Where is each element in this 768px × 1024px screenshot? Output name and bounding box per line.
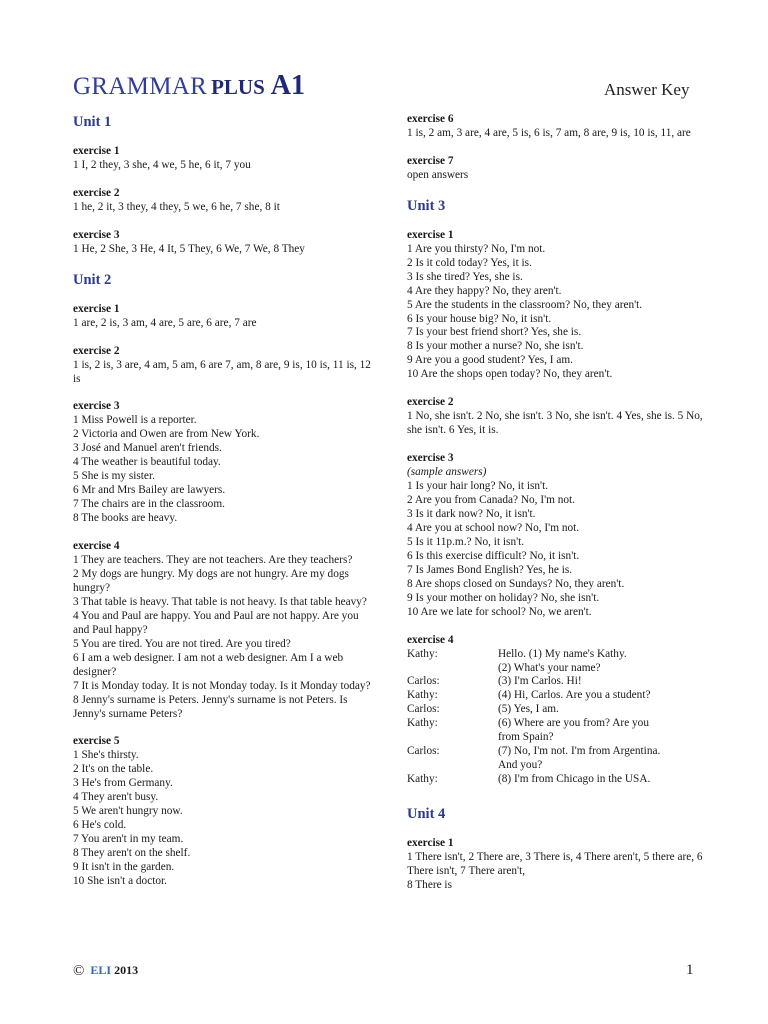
exercise-title: exercise 1 [73, 302, 120, 315]
exercise-title: exercise 2 [407, 396, 454, 409]
exercise-title: exercise 2 [73, 186, 120, 199]
answer-line: 10 Are we late for school? No, we aren't. [407, 605, 592, 618]
answer-line: 9 Are you a good student? Yes, I am. [407, 354, 573, 367]
answer-line: 4 You and Paul are happy. You and Paul are not happy. Are you and Paul happy? [73, 609, 359, 636]
dialogue-row [407, 717, 660, 745]
dialogue-text: (3) I'm Carlos. Hi! [498, 675, 582, 688]
title-plus: PLUS [211, 75, 265, 99]
answer-line: 6 Mr and Mrs Bailey are lawyers. [73, 484, 226, 497]
exercise-lines [407, 851, 707, 893]
answer-line: 2 It's on the table. [73, 763, 154, 776]
speaker-line [498, 675, 660, 689]
answer-line: 8 Jenny's surname is Peters. Jenny's surname is not Peters. Is Jenny's surname Peters? [73, 693, 348, 720]
answer-line: 5 Is it 11p.m.? No, it isn't. [407, 535, 525, 548]
speaker-name: Kathy: [407, 647, 438, 660]
answer-line: 1 He, 2 She, 3 He, 4 It, 5 They, 6 We, 7 We, 8 They [73, 242, 305, 255]
dialogue-row [407, 703, 660, 717]
exercise-block [73, 400, 373, 526]
speaker-line [498, 773, 660, 787]
answer-key-label: Answer Key [604, 80, 690, 99]
dialogue-row [407, 773, 660, 787]
exercise-title: exercise 7 [407, 154, 454, 167]
answer-line: 3 José and Manuel aren't friends. [73, 442, 222, 455]
answer-line: 3 That table is heavy. That table is not heavy. Is that table heavy? [73, 595, 367, 608]
dialogue-table [407, 648, 660, 788]
answer-line: 10 She isn't a doctor. [73, 874, 167, 887]
answer-line: 8 Is your mother a nurse? No, she isn't. [407, 340, 584, 353]
speaker-line [498, 745, 660, 773]
answer-line: 1 he, 2 it, 3 they, 4 they, 5 we, 6 he, 7 she, 8 it [73, 200, 280, 213]
unit-4-exercise-1 [407, 837, 707, 893]
answer-line: 7 Is your best friend short? Yes, she is. [407, 326, 582, 339]
exercise-title: exercise 3 [407, 452, 454, 465]
unit-3-exercise-1 [407, 229, 707, 382]
answer-line: 2 Are you from Canada? No, I'm not. [407, 494, 575, 507]
answer-line: 4 Are you at school now? No, I'm not. [407, 521, 580, 534]
copyright-symbol: © [73, 963, 85, 979]
exercise-title: exercise 3 [73, 400, 120, 413]
answer-line: 1 is, 2 is, 3 are, 4 am, 5 am, 6 are 7, am, 8 are, 9 is, 10 is, 11 is, 12 is [73, 358, 371, 385]
answer-line: 5 She is my sister. [73, 470, 155, 483]
answer-line: 6 I am a web designer. I am not a web designer. Am I a web designer? [73, 651, 344, 678]
exercise-title: exercise 4 [73, 540, 120, 553]
answer-line: 8 There is [407, 878, 452, 891]
exercise-block [407, 113, 707, 141]
unit-1-heading: Unit 1 [73, 114, 112, 130]
answer-line: open answers [407, 168, 469, 181]
page-number: 1 [686, 962, 694, 978]
exercise-block [73, 303, 373, 331]
answer-line: 4 They aren't busy. [73, 791, 159, 804]
speaker-line [498, 689, 660, 703]
answer-line: 6 He's cold. [73, 819, 127, 832]
exercise-title: exercise 5 [73, 735, 120, 748]
answer-line: 1 Miss Powell is a reporter. [73, 414, 197, 427]
exercise-block [73, 229, 373, 257]
unit-2-continued [407, 113, 707, 183]
footer-copyright [73, 962, 138, 979]
answer-line: 2 Is it cold today? Yes, it is. [407, 256, 532, 269]
dialogue-text: (5) Yes, I am. [498, 703, 559, 716]
exercise-title: exercise 2 [73, 344, 120, 357]
answer-line: 5 We aren't hungry now. [73, 805, 183, 818]
exercise-note: (sample answers) [407, 466, 487, 479]
answer-line: 3 Is it dark now? No, it isn't. [407, 507, 536, 520]
answer-line: 1 are, 2 is, 3 am, 4 are, 5 are, 6 are, 7 are [73, 316, 257, 329]
right-column [407, 113, 707, 907]
unit-3-exercise-4 [407, 634, 707, 787]
dialogue-row [407, 648, 660, 676]
title-level: A1 [270, 70, 305, 101]
exercise-title: exercise 6 [407, 113, 454, 125]
exercise-lines [407, 410, 707, 438]
answer-line: 5 You are tired. You are not tired. Are you tired? [73, 637, 291, 650]
answer-line: 1 They are teachers. They are not teachers. Are they teachers? [73, 554, 353, 567]
unit-3-exercise-2 [407, 396, 707, 438]
dialogue-row [407, 689, 660, 703]
answer-line: 5 Are the students in the classroom? No, they aren't. [407, 298, 643, 311]
unit-2-heading: Unit 2 [73, 271, 112, 288]
answer-line: 8 They aren't on the shelf. [73, 847, 191, 860]
dialogue-row [407, 675, 660, 689]
footer-year: 2013 [114, 963, 139, 977]
exercise-lines [407, 243, 707, 383]
exercise-block [73, 187, 373, 215]
speaker-line [498, 648, 660, 676]
answer-line: 1 I, 2 they, 3 she, 4 we, 5 he, 6 it, 7 you [73, 158, 251, 171]
speaker-line [498, 703, 660, 717]
speaker-name: Kathy: [407, 773, 438, 786]
answer-line: 6 Is this exercise difficult? No, it isn't. [407, 549, 580, 562]
answer-line: 9 It isn't in the garden. [73, 861, 175, 874]
left-column [73, 113, 373, 903]
answer-line: 1 Is your hair long? No, it isn't. [407, 480, 549, 493]
answer-line: 7 Is James Bond English? Yes, he is. [407, 563, 573, 576]
unit-3-exercise-3 [407, 452, 707, 619]
dialogue-text: (8) I'm from Chicago in the USA. [498, 773, 651, 786]
answer-line: 1 Are you thirsty? No, I'm not. [407, 242, 546, 255]
exercise-lines [407, 480, 707, 620]
answer-line: 3 Is she tired? Yes, she is. [407, 270, 523, 283]
exercise-block [407, 155, 707, 183]
answer-line: 1 There isn't, 2 There are, 3 There is, 4 There aren't, 5 there are, 6 There isn't, 7 There aren't, [407, 851, 703, 877]
answer-line: 6 Is your house big? No, it isn't. [407, 312, 552, 325]
answer-line: 7 You aren't in my team. [73, 833, 184, 846]
dialogue-text: (4) Hi, Carlos. Are you a student? [498, 689, 651, 702]
answer-line: 4 Are they happy? No, they aren't. [407, 284, 562, 297]
exercise-title: exercise 1 [73, 145, 120, 157]
exercise-title: exercise 1 [407, 837, 454, 850]
dialogue-text: (7) No, I'm not. I'm from Argentina. [498, 745, 661, 758]
answer-line: 8 The books are heavy. [73, 512, 178, 525]
answer-line: 10 Are the shops open today? No, they aren't. [407, 368, 613, 381]
speaker-name: Carlos: [407, 745, 440, 758]
exercise-block [73, 540, 373, 721]
exercise-block [73, 145, 373, 173]
speaker-name: Kathy: [407, 717, 438, 730]
answer-line: 3 He's from Germany. [73, 777, 173, 790]
answer-line: 8 Are shops closed on Sundays? No, they aren't. [407, 577, 625, 590]
answer-line: 2 My dogs are hungry. My dogs are not hungry. Are my dogs hungry? [73, 567, 349, 594]
answer-line: 7 The chairs are in the classroom. [73, 498, 225, 511]
unit-4-heading: Unit 4 [407, 806, 446, 823]
answer-line: 7 It is Monday today. It is not Monday today. Is it Monday today? [73, 679, 371, 692]
dialogue-text: And you? [498, 759, 543, 772]
speaker-line [498, 717, 660, 745]
speaker-name: Carlos: [407, 703, 440, 716]
dialogue-row [407, 745, 660, 773]
dialogue-text: from Spain? [498, 731, 554, 744]
speaker-name: Carlos: [407, 675, 440, 688]
exercise-block [73, 735, 373, 888]
speaker-name: Kathy: [407, 689, 438, 702]
exercise-block [73, 345, 373, 387]
answer-line: 4 The weather is beautiful today. [73, 456, 221, 469]
dialogue-text: Hello. (1) My name's Kathy. [498, 647, 627, 660]
answer-line: 2 Victoria and Owen are from New York. [73, 428, 260, 441]
exercise-title: exercise 4 [407, 633, 454, 646]
title-grammar: GRAMMAR [73, 73, 208, 100]
unit-1-exercises [73, 145, 373, 257]
dialogue-text: (6) Where are you from? Are you [498, 717, 649, 730]
brand-eli: ELI [90, 963, 112, 977]
answer-line: 1 No, she isn't. 2 No, she isn't. 3 No, she isn't. 4 Yes, she is. 5 No, she isn't. 6 Yes, it is. [407, 410, 703, 437]
exercise-title: exercise 1 [407, 228, 454, 241]
answer-line: 1 She's thirsty. [73, 749, 139, 762]
unit-3-heading: Unit 3 [407, 197, 446, 214]
answer-line: 9 Is your mother on holiday? No, she isn't. [407, 591, 600, 604]
answer-line: 1 is, 2 am, 3 are, 4 are, 5 is, 6 is, 7 am, 8 are, 9 is, 10 is, 11, are [407, 126, 691, 139]
header-title [73, 72, 305, 100]
exercise-title: exercise 3 [73, 228, 120, 241]
dialogue-text: (2) What's your name? [498, 661, 601, 674]
unit-2-exercises [73, 303, 373, 889]
